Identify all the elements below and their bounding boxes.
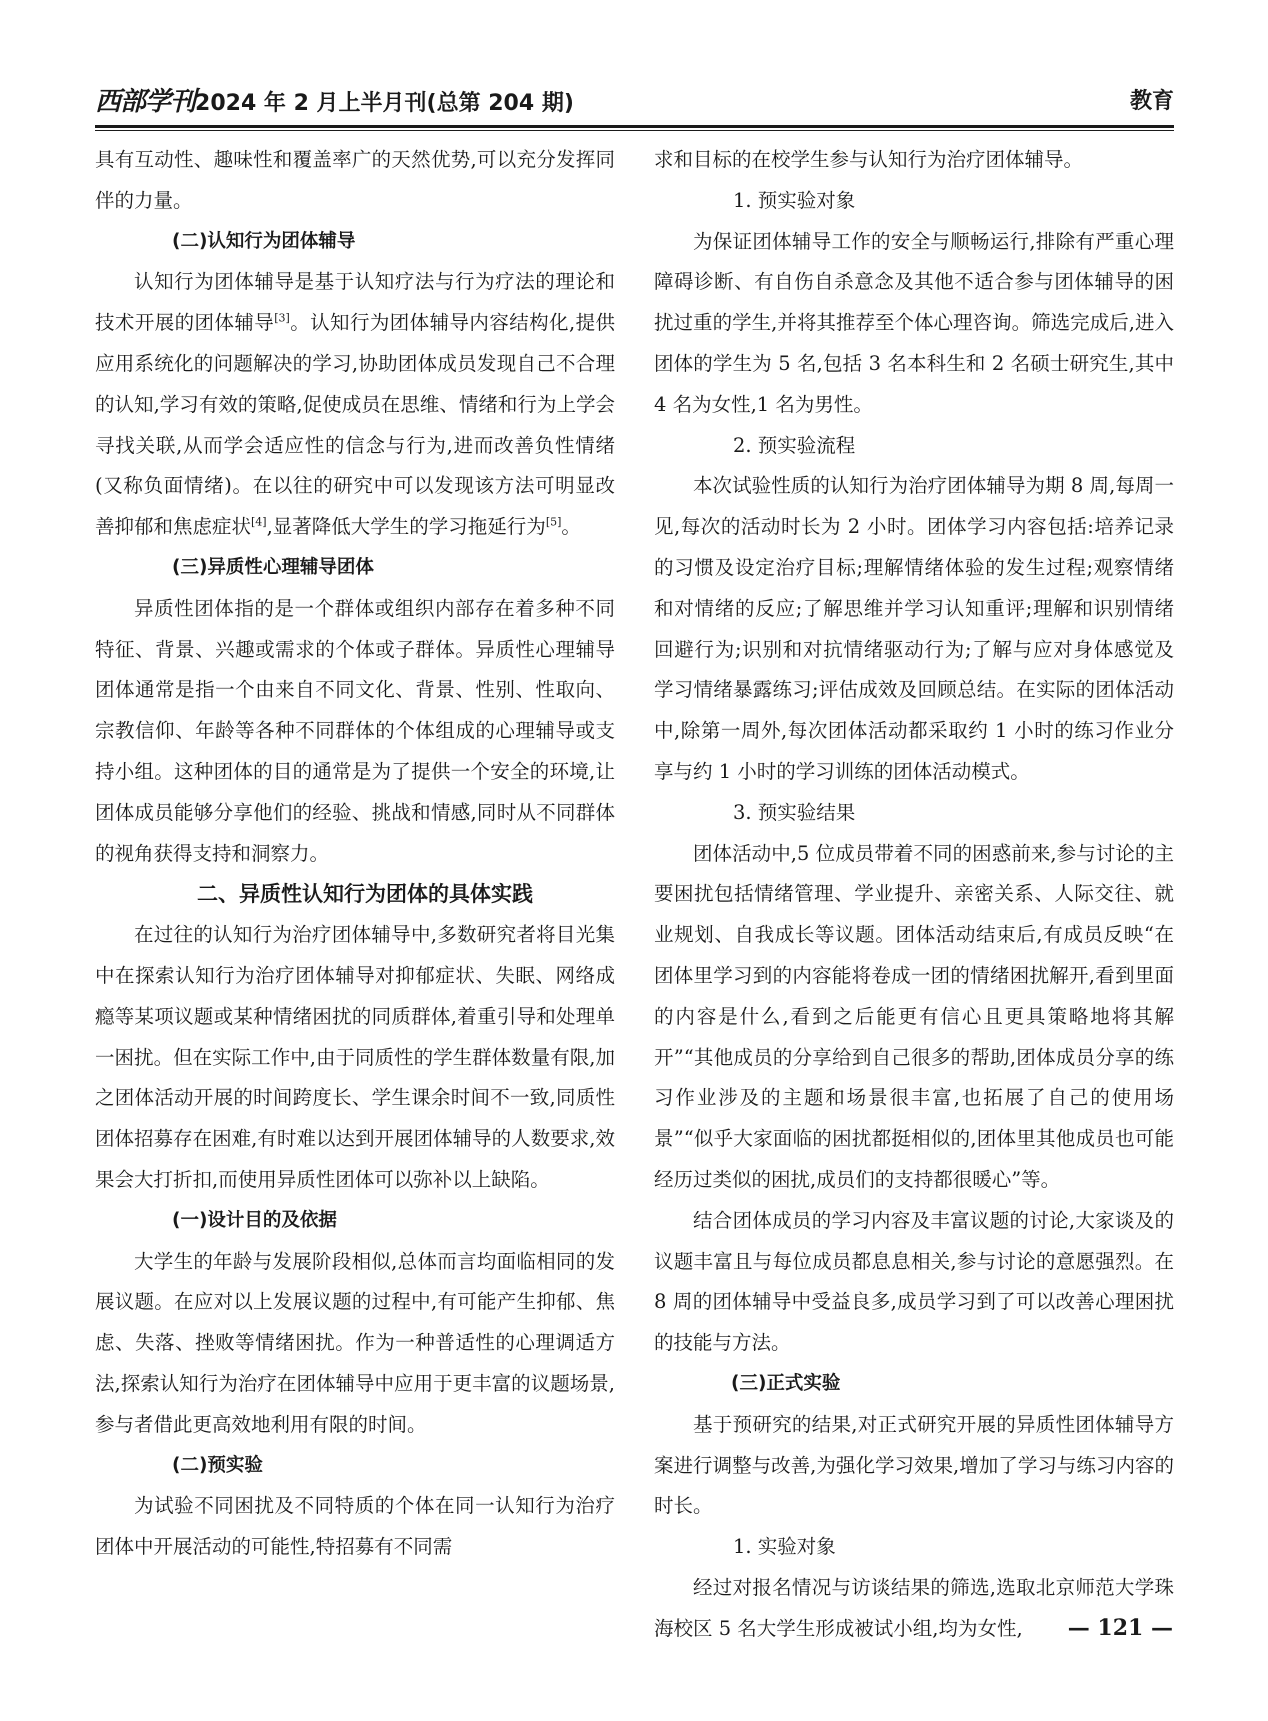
body-paragraph: 异质性团体指的是一个群体或组织内部存在着多种不同特征、背景、兴趣或需求的个体或子群体。异质性心理辅导团体通常是指一个由来自不同文化、背景、性别、性取向、宗教信仰、年龄等各种不同群体的个体组成的心理辅导或支持小组。这种团体的目的通常是为了提供一个安全的环境,让团体成员能够分享他们的经验、挑战和情感,同时从不同群体的视角获得支持和洞察力。 [95,596,615,865]
section-label: 教育 [1129,89,1174,114]
numbered-subheading: 1. 预实验对象 [733,188,856,212]
subsection-heading: (三)异质性心理辅导团体 [172,556,374,578]
subsection-heading: (二)预实验 [172,1454,263,1476]
header-rule-thin [95,130,1174,131]
body-paragraph: 大学生的年龄与发展阶段相似,总体而言均面临相同的发展议题。在应对以上发展议题的过程中,有可能产生抑郁、焦虑、失落、挫败等情绪困扰。作为一种普适性的心理调适方法,探索认知行为治疗在团体辅导中应用于更丰富的议题场景,参与者借此更高效地利用有限的时间。 [95,1249,615,1436]
right-column [654,140,1174,1649]
citation-marker: [4] [251,515,267,529]
body-paragraph: 在过往的认知行为治疗团体辅导中,多数研究者将目光集中在探索认知行为治疗团体辅导对抑郁症状、失眠、网络成瘾等某项议题或某种情绪困扰的同质群体,着重引导和处理单一困扰。但在实际工作中,由于同质性的学生群体数量有限,加之团体活动开展的时间跨度长、学生课余时间不一致,同质性团体招募存在困难,有时难以达到开展团体辅导的人数要求,效果会大打折扣,而使用异质性团体可以弥补以上缺陷。 [95,923,615,1191]
body-paragraph: 基于预研究的结果,对正式研究开展的异质性团体辅导方案进行调整与改善,为强化学习效果,增加了学习与练习内容的时长。 [654,1412,1174,1518]
issue-info: 2024 年 2 月上半月刊(总第 204 期) [195,91,574,116]
running-header [95,82,1174,122]
journal-logo: 西部学刊 [95,87,196,117]
body-paragraph: 团体活动中,5 位成员带着不同的困惑前来,参与讨论的主要困扰包括情绪管理、学业提升、亲密关系、人际交往、就业规划、自我成长等议题。团体活动结束后,有成员反映“在团体里学习到的内容能将卷成一团的情绪困扰解开,看到里面的内容是什么,看到之后能更有信心且更具策略地将其解开”“其他成员的分享给到自己很多的帮助,团体成员分享的练习作业涉及的主题和场景很丰富,也拓展了自己的使用场景”“似乎大家面临的困扰都挺相似的,团体里其他成员也可能经历过类似的困扰,成员们的支持都很暖心”等。 [654,841,1174,1191]
subsection-heading: (三)正式实验 [731,1372,841,1394]
body-paragraph: 本次试验性质的认知行为治疗团体辅导为期 8 周,每周一见,每次的活动时长为 2 小时。团体学习内容包括:培养记录的习惯及设定治疗目标;理解情绪体验的发生过程;观察情绪和对情绪的反应;了解思维并学习认知重评;理解和识别情绪回避行为;识别和对抗情绪驱动行为;了解与应对身体感觉及学习情绪暴露练习;评估成效及回顾总结。在实际的团体活动中,除第一周外,每次团体活动都采取约 1 小时的练习作业分享与约 1 小时的学习训练的团体活动模式。 [654,474,1174,783]
citation-marker: [5] [545,515,562,529]
body-paragraph: 为试验不同困扰及不同特质的个体在同一认知行为治疗团体中开展活动的可能性,特招募有不同需 [95,1494,615,1559]
citation-marker: [3] [274,311,290,325]
subsection-heading: (二)认知行为团体辅导 [172,230,356,252]
continued-paragraph: 求和目标的在校学生参与认知行为治疗团体辅导。 [654,148,1084,171]
numbered-subheading: 3. 预实验结果 [733,800,856,824]
journal-issue-line [95,82,574,124]
numbered-subheading: 1. 实验对象 [733,1535,836,1559]
numbered-subheading: 2. 预实验流程 [733,433,856,457]
left-column [95,140,615,1568]
body-paragraph: 经过对报名情况与访谈结果的筛选,选取北京师范大学珠海校区 5 名大学生形成被试小组,均为女性, [654,1575,1174,1640]
section-heading: 二、异质性认知行为团体的具体实践 [197,882,533,907]
continued-paragraph: 具有互动性、趣味性和覆盖率广的天然优势,可以充分发挥同伴的力量。 [95,148,615,212]
header-rule-thick [95,125,1174,128]
body-paragraph: 认知行为团体辅导是基于认知疗法与行为疗法的理论和技术开展的团体辅导[3]。认知行为团体辅导内容结构化,提供应用系统化的问题解决的学习,协助团体成员发现自己不合理的认知,学习有效的策略,促使成员在思维、情绪和行为上学会寻找关联,从而学会适应性的信念与行为,进而改善负性情绪(又称负面情绪)。在以往的研究中可以发现该方法可明显改善抑郁和焦虑症状[4],显著降低大学生的学习拖延行为[5]。 [95,270,615,539]
subsection-heading: (一)设计目的及依据 [172,1209,337,1231]
body-paragraph: 为保证团体辅导工作的安全与顺畅运行,排除有严重心理障碍诊断、有自伤自杀意念及其他不适合参与团体辅导的困扰过重的学生,并将其推荐至个体心理咨询。筛选完成后,进入团体的学生为 5 名,包括 3 名本科生和 2 名硕士研究生,其中 4 名为女性,1 名为男性。 [654,229,1174,416]
body-paragraph: 结合团体成员的学习内容及丰富议题的讨论,大家谈及的议题丰富且与每位成员都息息相关,参与讨论的意愿强烈。在 8 周的团体辅导中受益良多,成员学习到了可以改善心理困扰的技能与方法。 [654,1208,1174,1355]
page-number: — 121 — [1067,1615,1173,1641]
